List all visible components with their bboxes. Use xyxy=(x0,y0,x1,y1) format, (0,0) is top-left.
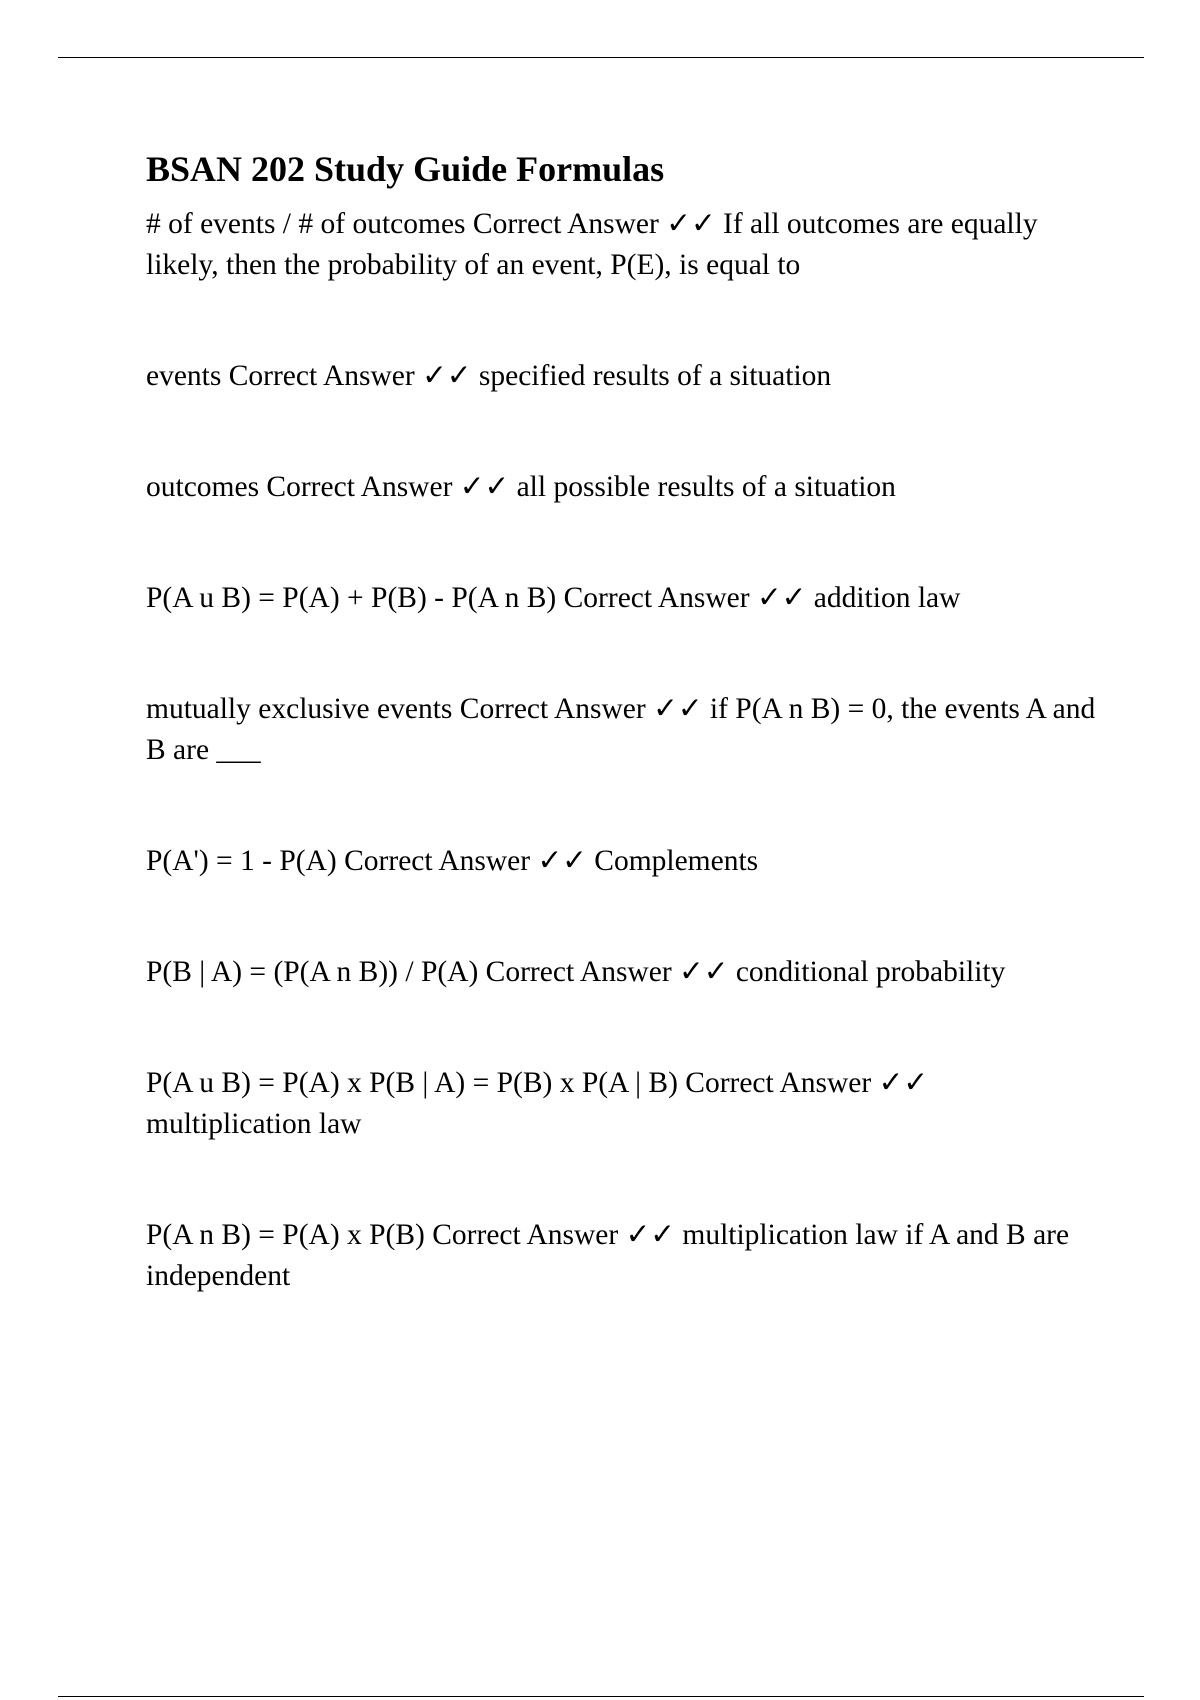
entry-addition-law: P(A u B) = P(A) + P(B) - P(A n B) Correct Answer ✓✓ addition law xyxy=(146,582,961,614)
entry-events: events Correct Answer ✓✓ specified results of a situation xyxy=(146,360,832,392)
entry-conditional-probability: P(B | A) = (P(A n B)) / P(A) Correct Answer ✓✓ conditional probability xyxy=(146,956,1006,988)
entry-multiplication-law: P(A u B) = P(A) x P(B | A) = P(B) x P(A | B) Correct Answer ✓✓ multiplication law xyxy=(146,1067,929,1140)
entry-mutually-exclusive: mutually exclusive events Correct Answer ✓✓ if P(A n B) = 0, the events A and B are ___ xyxy=(146,693,1096,766)
bottom-rule xyxy=(58,1696,1144,1697)
document-title: BSAN 202 Study Guide Formulas xyxy=(146,149,665,189)
entry-probability-of-event: # of events / # of outcomes Correct Answer ✓✓ If all outcomes are equally likely, then the probability of an event, P(E), is equal to xyxy=(146,208,1038,281)
entry-outcomes: outcomes Correct Answer ✓✓ all possible results of a situation xyxy=(146,471,896,503)
document-body xyxy=(146,146,1096,1297)
entry-multiplication-law-independent: P(A n B) = P(A) x P(B) Correct Answer ✓✓ multiplication law if A and B are independent xyxy=(146,1219,1070,1292)
top-rule xyxy=(58,57,1144,58)
entry-complements: P(A') = 1 - P(A) Correct Answer ✓✓ Complements xyxy=(146,845,759,877)
